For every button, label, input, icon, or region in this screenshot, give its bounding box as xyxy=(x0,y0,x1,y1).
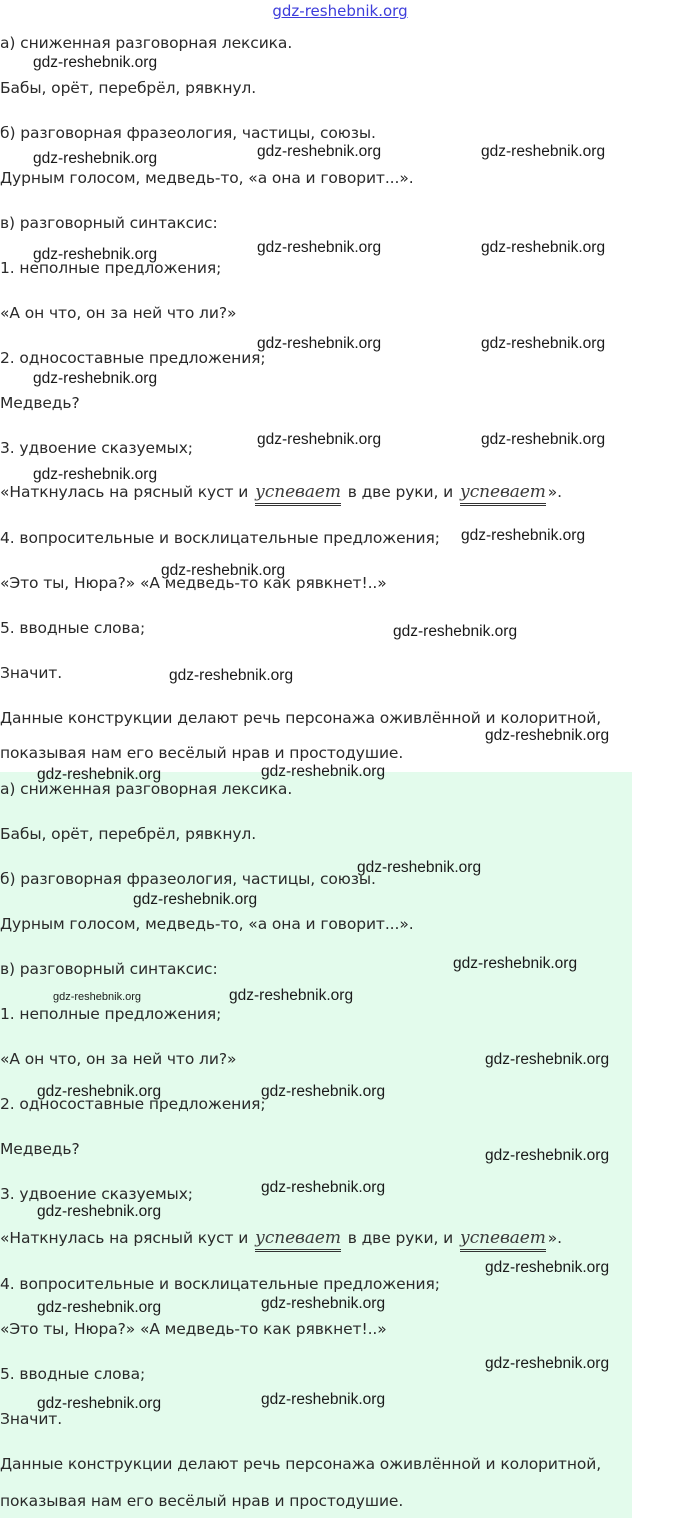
watermark: gdz-reshebnik.org xyxy=(37,1395,162,1412)
watermark: gdz-reshebnik.org xyxy=(33,150,158,167)
item-4-text: «Это ты, Нюра?» «А медведь-то как рявкнет!..» xyxy=(0,1320,387,1338)
section-a-text: Бабы, орёт, перебрёл, рявкнул. xyxy=(0,825,257,843)
watermark: gdz-reshebnik.org xyxy=(393,623,518,640)
item-2-text: Медведь? xyxy=(0,394,80,412)
item-3-text-start: «Наткнулась на рясный куст и xyxy=(0,1229,249,1247)
watermark: gdz-reshebnik.org xyxy=(357,859,482,876)
item-3-text-mid: в две руки, и xyxy=(347,1229,454,1247)
section-b-title: б) разговорная фразеология, частицы, союзы. xyxy=(0,870,376,888)
item-3-text-mid: в две руки, и xyxy=(347,483,454,501)
item-3-title: 3. удвоение сказуемых; xyxy=(0,1185,193,1203)
watermark: gdz-reshebnik.org xyxy=(485,1051,610,1068)
item-2-title: 2. односоставные предложения; xyxy=(0,1095,266,1113)
section-c-title: в) разговорный синтаксис: xyxy=(0,214,218,232)
watermark: gdz-reshebnik.org xyxy=(485,727,610,744)
item-4-text: «Это ты, Нюра?» «А медведь-то как рявкнет!..» xyxy=(0,574,387,592)
watermark: gdz-reshebnik.org xyxy=(453,955,578,972)
watermark: gdz-reshebnik.org xyxy=(481,239,606,256)
watermark: gdz-reshebnik.org xyxy=(33,246,158,263)
section-b-title: б) разговорная фразеология, частицы, союзы. xyxy=(0,124,376,142)
watermark: gdz-reshebnik.org xyxy=(169,667,294,684)
item-5-title: 5. вводные слова; xyxy=(0,1365,146,1383)
item-1-text: «А он что, он за ней что ли?» xyxy=(0,304,237,322)
item-2-text: Медведь? xyxy=(0,1140,80,1158)
watermark: gdz-reshebnik.org xyxy=(33,466,158,483)
watermark: gdz-reshebnik.org xyxy=(261,1179,386,1196)
handwritten-word: успевает xyxy=(255,482,341,506)
watermark: gdz-reshebnik.org xyxy=(261,1295,386,1312)
watermark: gdz-reshebnik.org xyxy=(37,1203,162,1220)
watermark: gdz-reshebnik.org xyxy=(133,891,258,908)
watermark: gdz-reshebnik.org xyxy=(37,1083,162,1100)
watermark: gdz-reshebnik.org xyxy=(461,527,586,544)
watermark: gdz-reshebnik.org xyxy=(261,763,386,780)
watermark: gdz-reshebnik.org xyxy=(481,431,606,448)
section-b-text: Дурным голосом, медведь-то, «а она и говорит...». xyxy=(0,915,414,933)
section-a-title: а) сниженная разговорная лексика. xyxy=(0,34,293,52)
item-5-text: Значит. xyxy=(0,664,63,682)
item-3-text xyxy=(0,482,562,502)
watermark: gdz-reshebnik.org xyxy=(485,1147,610,1164)
item-5-title: 5. вводные слова; xyxy=(0,619,146,637)
watermark: gdz-reshebnik.org xyxy=(261,1083,386,1100)
watermark: gdz-reshebnik.org xyxy=(53,991,142,1003)
conclusion-line-2: показывая нам его весёлый нрав и простодушие. xyxy=(0,1492,404,1510)
watermark: gdz-reshebnik.org xyxy=(257,239,382,256)
watermark: gdz-reshebnik.org xyxy=(257,431,382,448)
watermark: gdz-reshebnik.org xyxy=(33,370,158,387)
answer-block-1 xyxy=(0,30,632,772)
watermark: gdz-reshebnik.org xyxy=(37,766,162,783)
watermark: gdz-reshebnik.org xyxy=(33,54,158,71)
item-5-text: Значит. xyxy=(0,1410,63,1428)
item-3-text-start: «Наткнулась на рясный куст и xyxy=(0,483,249,501)
item-3-text-end: ». xyxy=(547,1229,563,1247)
section-a-title: а) сниженная разговорная лексика. xyxy=(0,780,293,798)
section-c-title: в) разговорный синтаксис: xyxy=(0,960,218,978)
watermark: gdz-reshebnik.org xyxy=(161,562,286,579)
watermark: gdz-reshebnik.org xyxy=(37,1299,162,1316)
conclusion-line-2: показывая нам его весёлый нрав и простодушие. xyxy=(0,744,404,762)
watermark: gdz-reshebnik.org xyxy=(229,987,354,1004)
watermark: gdz-reshebnik.org xyxy=(261,1391,386,1408)
handwritten-word: успевает xyxy=(255,1228,341,1252)
item-2-title: 2. односоставные предложения; xyxy=(0,349,266,367)
handwritten-word: успевает xyxy=(460,1228,546,1252)
watermark: gdz-reshebnik.org xyxy=(481,335,606,352)
item-1-title: 1. неполные предложения; xyxy=(0,1005,222,1023)
watermark: gdz-reshebnik.org xyxy=(257,143,382,160)
conclusion-line-1: Данные конструкции делают речь персонажа оживлённой и колоритной, xyxy=(0,709,602,727)
section-b-text: Дурным голосом, медведь-то, «а она и говорит...». xyxy=(0,169,414,187)
item-4-title: 4. вопросительные и восклицательные предложения; xyxy=(0,1275,440,1293)
watermark: gdz-reshebnik.org xyxy=(485,1259,610,1276)
watermark: gdz-reshebnik.org xyxy=(257,335,382,352)
watermark: gdz-reshebnik.org xyxy=(481,143,606,160)
item-1-title: 1. неполные предложения; xyxy=(0,259,222,277)
handwritten-word: успевает xyxy=(460,482,546,506)
item-4-title: 4. вопросительные и восклицательные предложения; xyxy=(0,529,440,547)
item-3-text-end: ». xyxy=(547,483,563,501)
item-3-text xyxy=(0,1228,562,1248)
item-1-text: «А он что, он за ней что ли?» xyxy=(0,1050,237,1068)
item-3-title: 3. удвоение сказуемых; xyxy=(0,439,193,457)
watermark: gdz-reshebnik.org xyxy=(485,1355,610,1372)
conclusion-line-1: Данные конструкции делают речь персонажа оживлённой и колоритной, xyxy=(0,1455,602,1473)
section-a-text: Бабы, орёт, перебрёл, рявкнул. xyxy=(0,79,257,97)
site-header-link[interactable]: gdz-reshebnik.org xyxy=(272,2,408,20)
